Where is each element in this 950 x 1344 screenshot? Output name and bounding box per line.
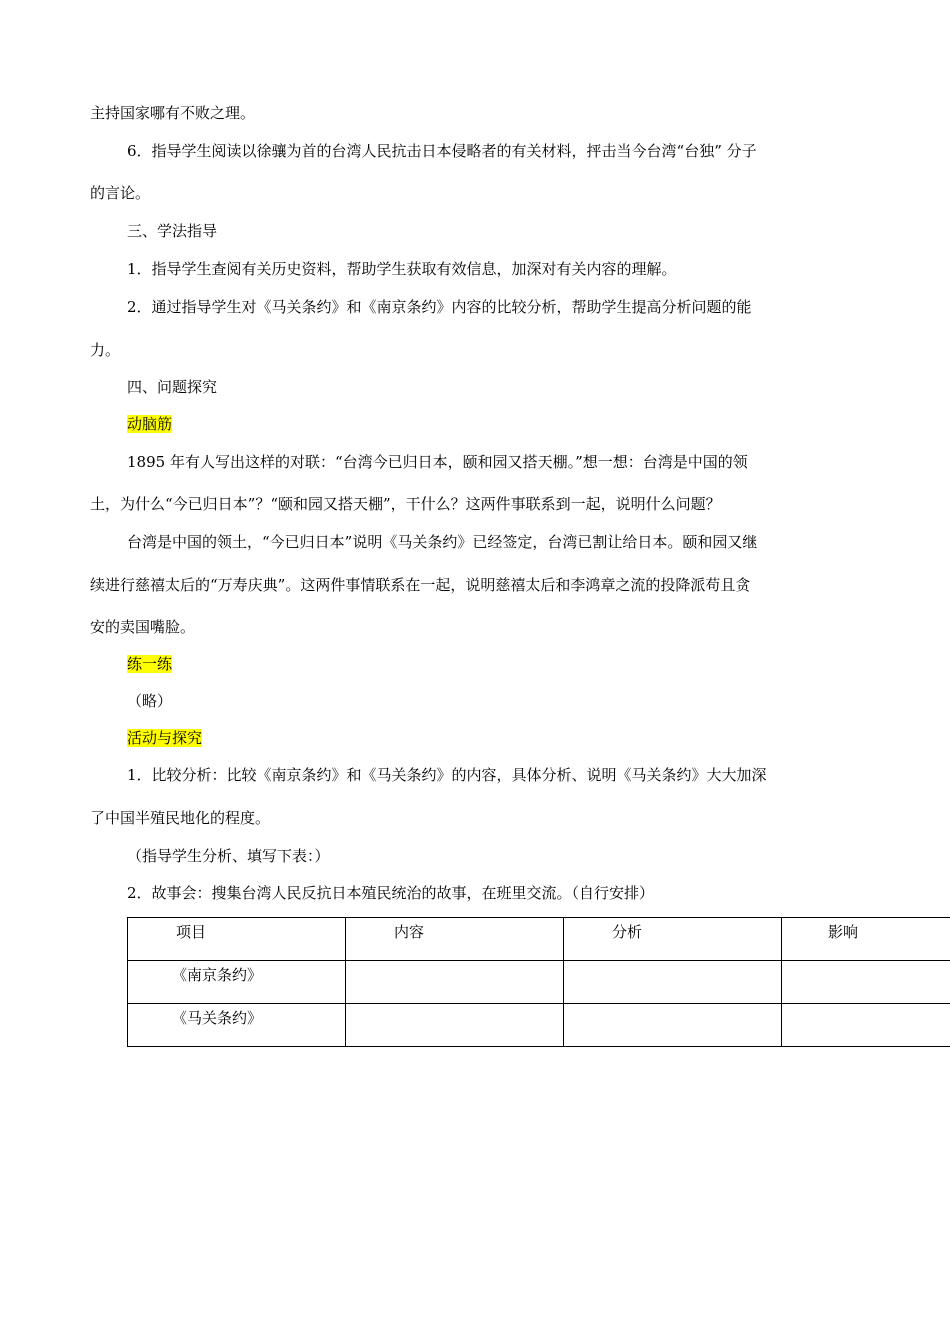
table-header-row	[128, 918, 950, 961]
paragraph-text: 力。	[90, 341, 121, 359]
table-header-cell: 影响	[782, 918, 950, 961]
section-heading: 三、学法指导	[127, 222, 218, 240]
paragraph-text: 的言论。	[90, 184, 151, 202]
paragraph-text: 6．指导学生阅读以徐骧为首的台湾人民抗击日本侵略者的有关材料，抨击当今台湾“台独” 分子	[127, 142, 757, 160]
paragraph-text: 1．指导学生查阅有关历史资料，帮助学生获取有效信息，加深对有关内容的理解。	[127, 260, 677, 278]
table-header-cell: 内容	[346, 918, 564, 961]
highlighted-heading	[127, 654, 860, 674]
paragraph-text: 台湾是中国的领土，“今已归日本”说明《马关条约》已经签定，台湾已割让给日本。颐和园又继	[127, 533, 758, 551]
table-cell	[564, 1004, 782, 1047]
comparison-table	[127, 917, 950, 1047]
section-heading: 四、问题探究	[127, 378, 218, 396]
paragraph-text: 1．比较分析：比较《南京条约》和《马关条约》的内容，具体分析、说明《马关条约》大大加深	[127, 766, 767, 784]
paragraph-text: 2．通过指导学生对《马关条约》和《南京条约》内容的比较分析，帮助学生提高分析问题的能	[127, 298, 752, 316]
table-header-cell: 项目	[128, 918, 346, 961]
paragraph-text: 了中国半殖民地化的程度。	[90, 809, 271, 827]
paragraph-text: 1895 年有人写出这样的对联：“台湾今已归日本，颐和园又搭天棚。”想一想：台湾是中国的领	[127, 453, 748, 471]
paragraph-text: 2．故事会：搜集台湾人民反抗日本殖民统治的故事，在班里交流。（自行安排）	[127, 884, 655, 902]
paragraph-text: 安的卖国嘴脸。	[90, 618, 196, 636]
table-cell: 《马关条约》	[128, 1004, 346, 1047]
highlight-label: 动脑筋	[127, 415, 173, 433]
highlight-label: 活动与探究	[127, 729, 203, 747]
table-row	[128, 961, 950, 1004]
paragraph-text: （指导学生分析、填写下表：）	[127, 847, 330, 865]
highlighted-heading	[127, 414, 860, 434]
table-cell	[564, 961, 782, 1004]
table-cell: 《南京条约》	[128, 961, 346, 1004]
table-cell	[782, 1004, 950, 1047]
highlighted-heading	[127, 728, 860, 748]
highlight-label: 练一练	[127, 655, 173, 673]
table-cell	[782, 961, 950, 1004]
table-cell	[346, 961, 564, 1004]
paragraph-text: 续进行慈禧太后的“万寿庆典”。这两件事情联系在一起，说明慈禧太后和李鸿章之流的投降派苟且贪	[90, 576, 751, 594]
table-header-cell: 分析	[564, 918, 782, 961]
paragraph-text: 土，为什么“今已归日本”？“颐和园又搭天棚”，干什么？这两件事联系到一起，说明什么问题？	[90, 495, 721, 513]
paragraph-text: 主持国家哪有不败之理。	[90, 104, 256, 122]
table-cell	[346, 1004, 564, 1047]
paragraph-text: （略）	[127, 692, 173, 710]
table-row	[128, 1004, 950, 1047]
